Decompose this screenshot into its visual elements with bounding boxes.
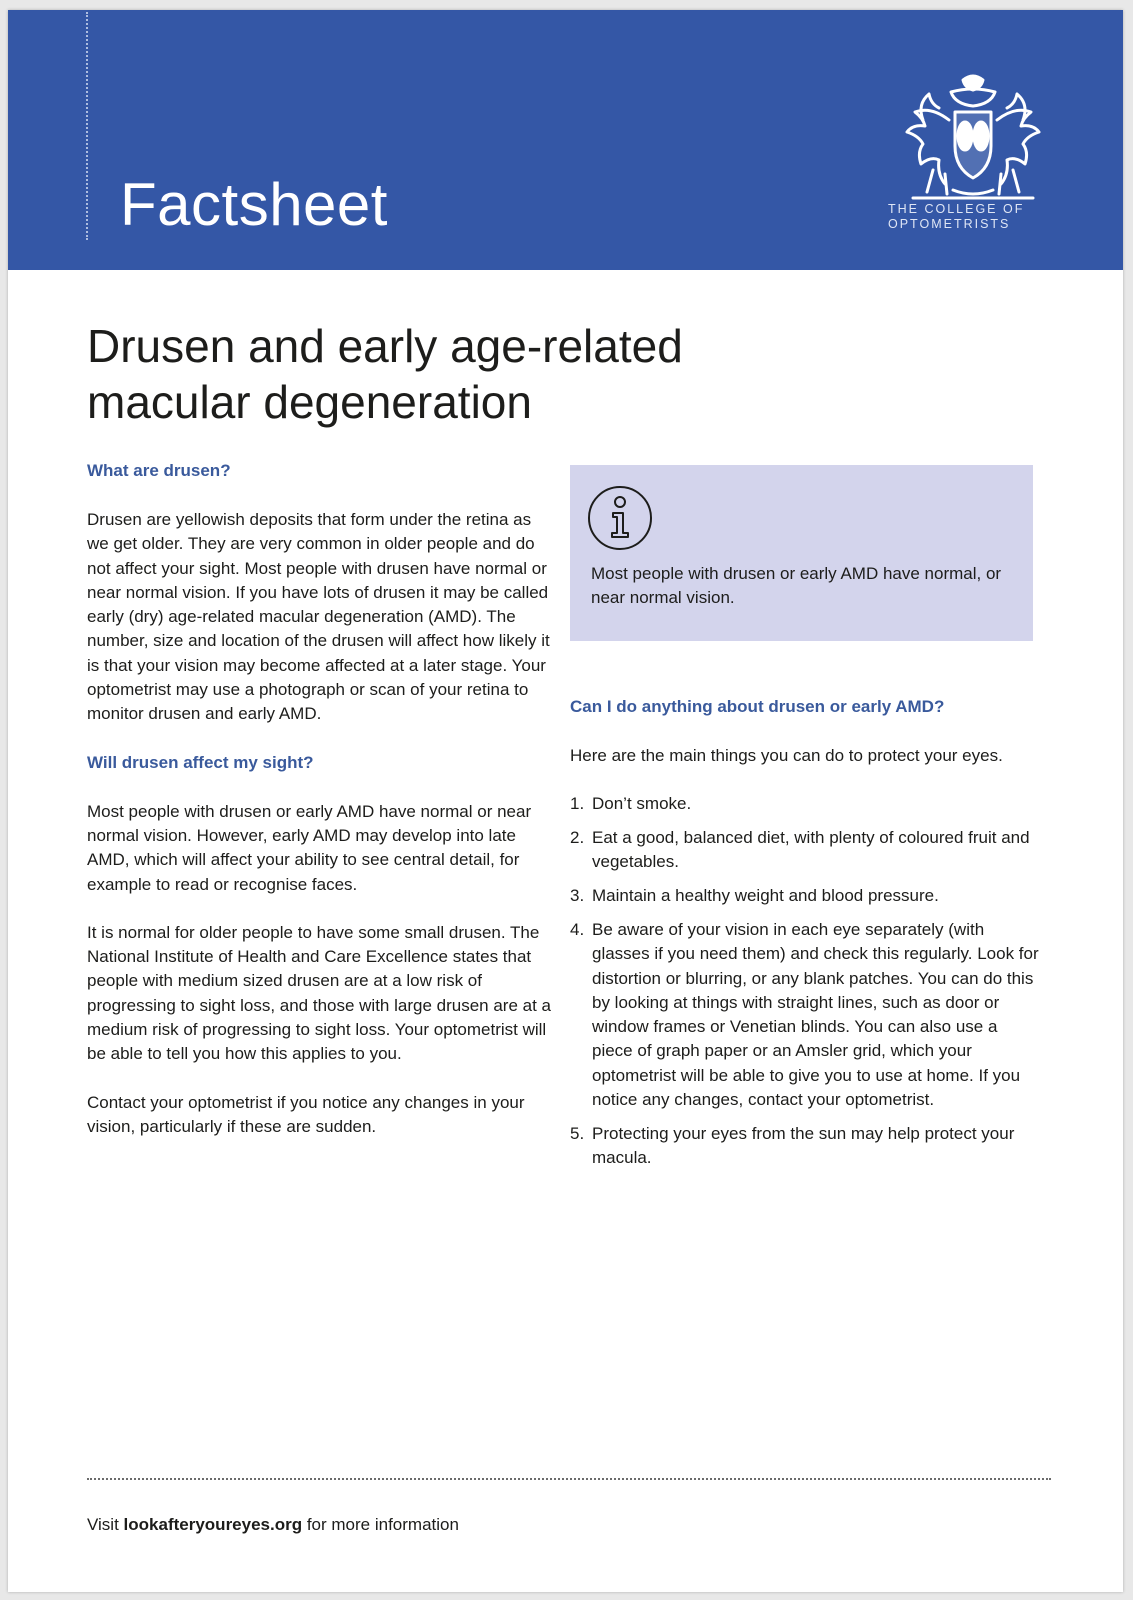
footer-text — [87, 1515, 459, 1535]
banner-title: Factsheet — [120, 171, 388, 238]
heading-what-are-drusen: What are drusen? — [87, 461, 231, 480]
protection-steps-list — [570, 792, 1040, 1170]
heading-can-i-do-anything: Can I do anything about drusen or early AMD? — [570, 697, 945, 716]
left-column — [87, 460, 557, 1139]
college-name-line2: OPTOMETRISTS — [888, 217, 1011, 231]
info-callout — [570, 465, 1033, 641]
footer-dotted-rule — [87, 1478, 1051, 1480]
document-title-line2: macular degeneration — [87, 376, 532, 428]
info-icon — [587, 485, 653, 551]
header-banner — [8, 10, 1123, 270]
footer-prefix: Visit — [87, 1515, 124, 1534]
right-column — [570, 465, 1040, 1180]
list-item: 2. Eat a good, balanced diet, with plenty of coloured fruit and vegetables. — [570, 828, 1030, 872]
document-title — [87, 318, 787, 430]
list-item: 4. Be aware of your vision in each eye separately (with glasses if you need them) and check this regularly. Look for distortion or blurring, or any blank patches. You can do this by looking at things with straight lines, such as door or window frames or Venetian blinds. You can also use a piece of graph paper or an Amsler grid, which your optometrist will be able to give you to use at home. If you notice any changes, contact your optometrist. — [570, 919, 1039, 1110]
paragraph-contact-optometrist: Contact your optometrist if you notice any changes in your vision, particularly if these are sudden. — [87, 1092, 525, 1136]
document-title-line1: Drusen and early age-related — [87, 320, 683, 372]
college-name-line1: THE COLLEGE OF — [888, 202, 1025, 216]
footer-suffix: for more information — [302, 1515, 459, 1534]
paragraph-risk-of-sight-loss: It is normal for older people to have some small drusen. The National Institute of Health and Care Excellence states that people with medium sized drusen are at a low risk of progressing to sight loss, and those with large drusen are at a medium risk of progressing to sight loss. Your optometrist will be able to tell you how this applies to you. — [87, 922, 551, 1064]
paragraph-normal-vision: Most people with drusen or early AMD have normal or near normal vision. However, early AMD may develop into late AMD, which will affect your ability to see central detail, for example to read or recognise faces. — [87, 801, 532, 894]
paragraph-what-are-drusen: Drusen are yellowish deposits that form under the retina as we get older. They are very common in older people and do not affect your sight. Most people with drusen have normal or near normal vision. If you have lots of drusen it may be called early (dry) age-related macular degeneration (AMD). The number, size and location of the drusen will affect how likely it is that your vision may become affected at a later stage. Your optometrist may use a photograph or scan of your retina to monitor drusen and early AMD. — [87, 510, 550, 724]
footer-website-link[interactable]: lookafteryoureyes.org — [123, 1515, 303, 1534]
paragraph-protect-intro: Here are the main things you can do to protect your eyes. — [570, 746, 1003, 765]
factsheet-page — [8, 10, 1123, 1592]
heading-will-drusen-affect-sight: Will drusen affect my sight? — [87, 752, 314, 772]
college-name — [888, 202, 1048, 232]
list-item: 1. Don’t smoke. — [570, 794, 692, 814]
list-item: 5. Protecting your eyes from the sun may help protect your macula. — [570, 1123, 1015, 1168]
info-callout-text: Most people with drusen or early AMD have normal, or near normal vision. — [591, 564, 1002, 607]
college-crest-icon — [893, 70, 1053, 210]
list-item: 3. Maintain a healthy weight and blood pressure. — [570, 886, 939, 906]
banner-dotted-rule — [86, 12, 88, 240]
